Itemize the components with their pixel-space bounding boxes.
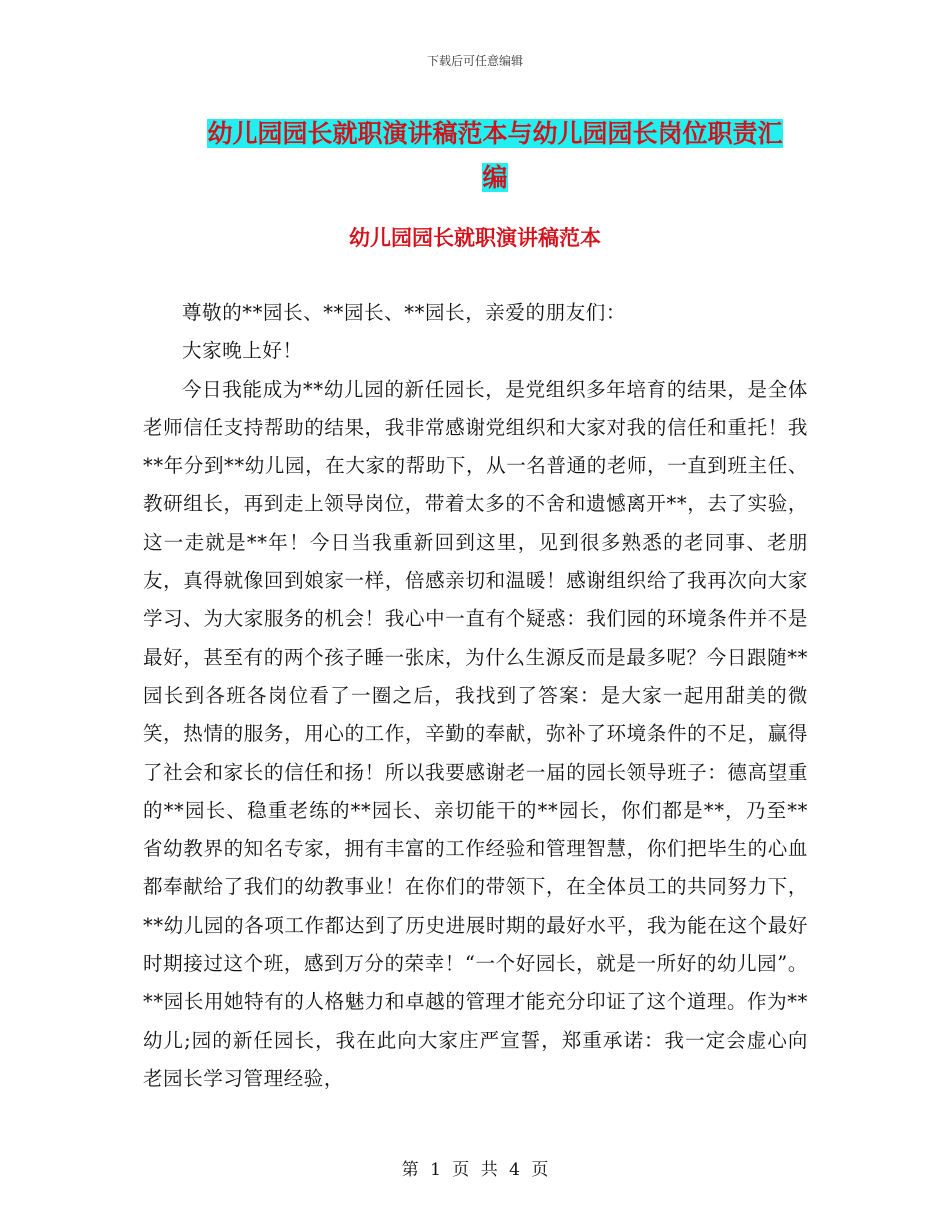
paragraph-greeting: 大家晚上好！ xyxy=(182,339,303,363)
paragraph-main: 今日我能成为**幼儿园的新任园长，是党组织多年培育的结果，是全体老师信任支持帮助的结果，我非常感谢党组织和大家对我的信任和重托！我**年分到**幼儿园，在大家的帮助下，从一名普通的老师，一直到班主任、教研组长，再到走上领导岗位，带着太多的不舍和遗憾离开**，去了实验，这一走就是**年！今日当我重新回到这里，见到很多熟悉的老同事、老朋友，真得就像回到娘家一样，倍感亲切和温暖！感谢组织给了我再次向大家学习、为大家服务的机会！我心中一直有个疑惑：我们园的环境条件并不是最好，甚至有的两个孩子睡一张床，为什么生源反而是最多呢？今日跟随**园长到各班各岗位看了一圈之后，我找到了答案：是大家一起用甜美的微笑，热情的服务，用心的工作，辛勤的奉献，弥补了环境条件的不足，赢得了社会和家长的信任和扬！所以我要感谢老一届的园长领导班子：德高望重的**园长、稳重老练的**园长、亲切能干的**园长，你们都是**，乃至**省幼教界的知名专家，拥有丰富的工作经验和管理智慧，你们把毕生的心血都奉献给了我们的幼教事业！在你们的带领下，在全体员工的共同努力下，**幼儿园的各项工作都达到了历史进展时期的最好水平，我为能在这个最好时期接过这个班，感到万分的荣幸！“一个好园长，就是一所好的幼儿园”。**园长用她特有的人格魅力和卓越的管理才能充分印证了这个道理。作为**幼儿;园的新任园长，我在此向大家庄严宣誓，郑重承诺：我一定会虚心向老园长学习管理经验， xyxy=(143,377,808,1090)
document-title xyxy=(150,112,840,200)
paragraph-salutation: 尊敬的**园长、**园长、**园长，亲爱的朋友们： xyxy=(182,301,627,324)
header-note: 下载后可任意编辑 xyxy=(426,54,523,68)
document-title-line1: 幼儿园园长就职演讲稿范本与幼儿园园长岗位职责汇 xyxy=(207,119,783,148)
document-title-line2: 编 xyxy=(482,163,508,192)
section-title: 幼儿园园长就职演讲稿范本 xyxy=(349,225,601,250)
body-text xyxy=(143,294,808,1098)
page-footer: 第 1 页 共 4 页 xyxy=(401,1160,549,1180)
